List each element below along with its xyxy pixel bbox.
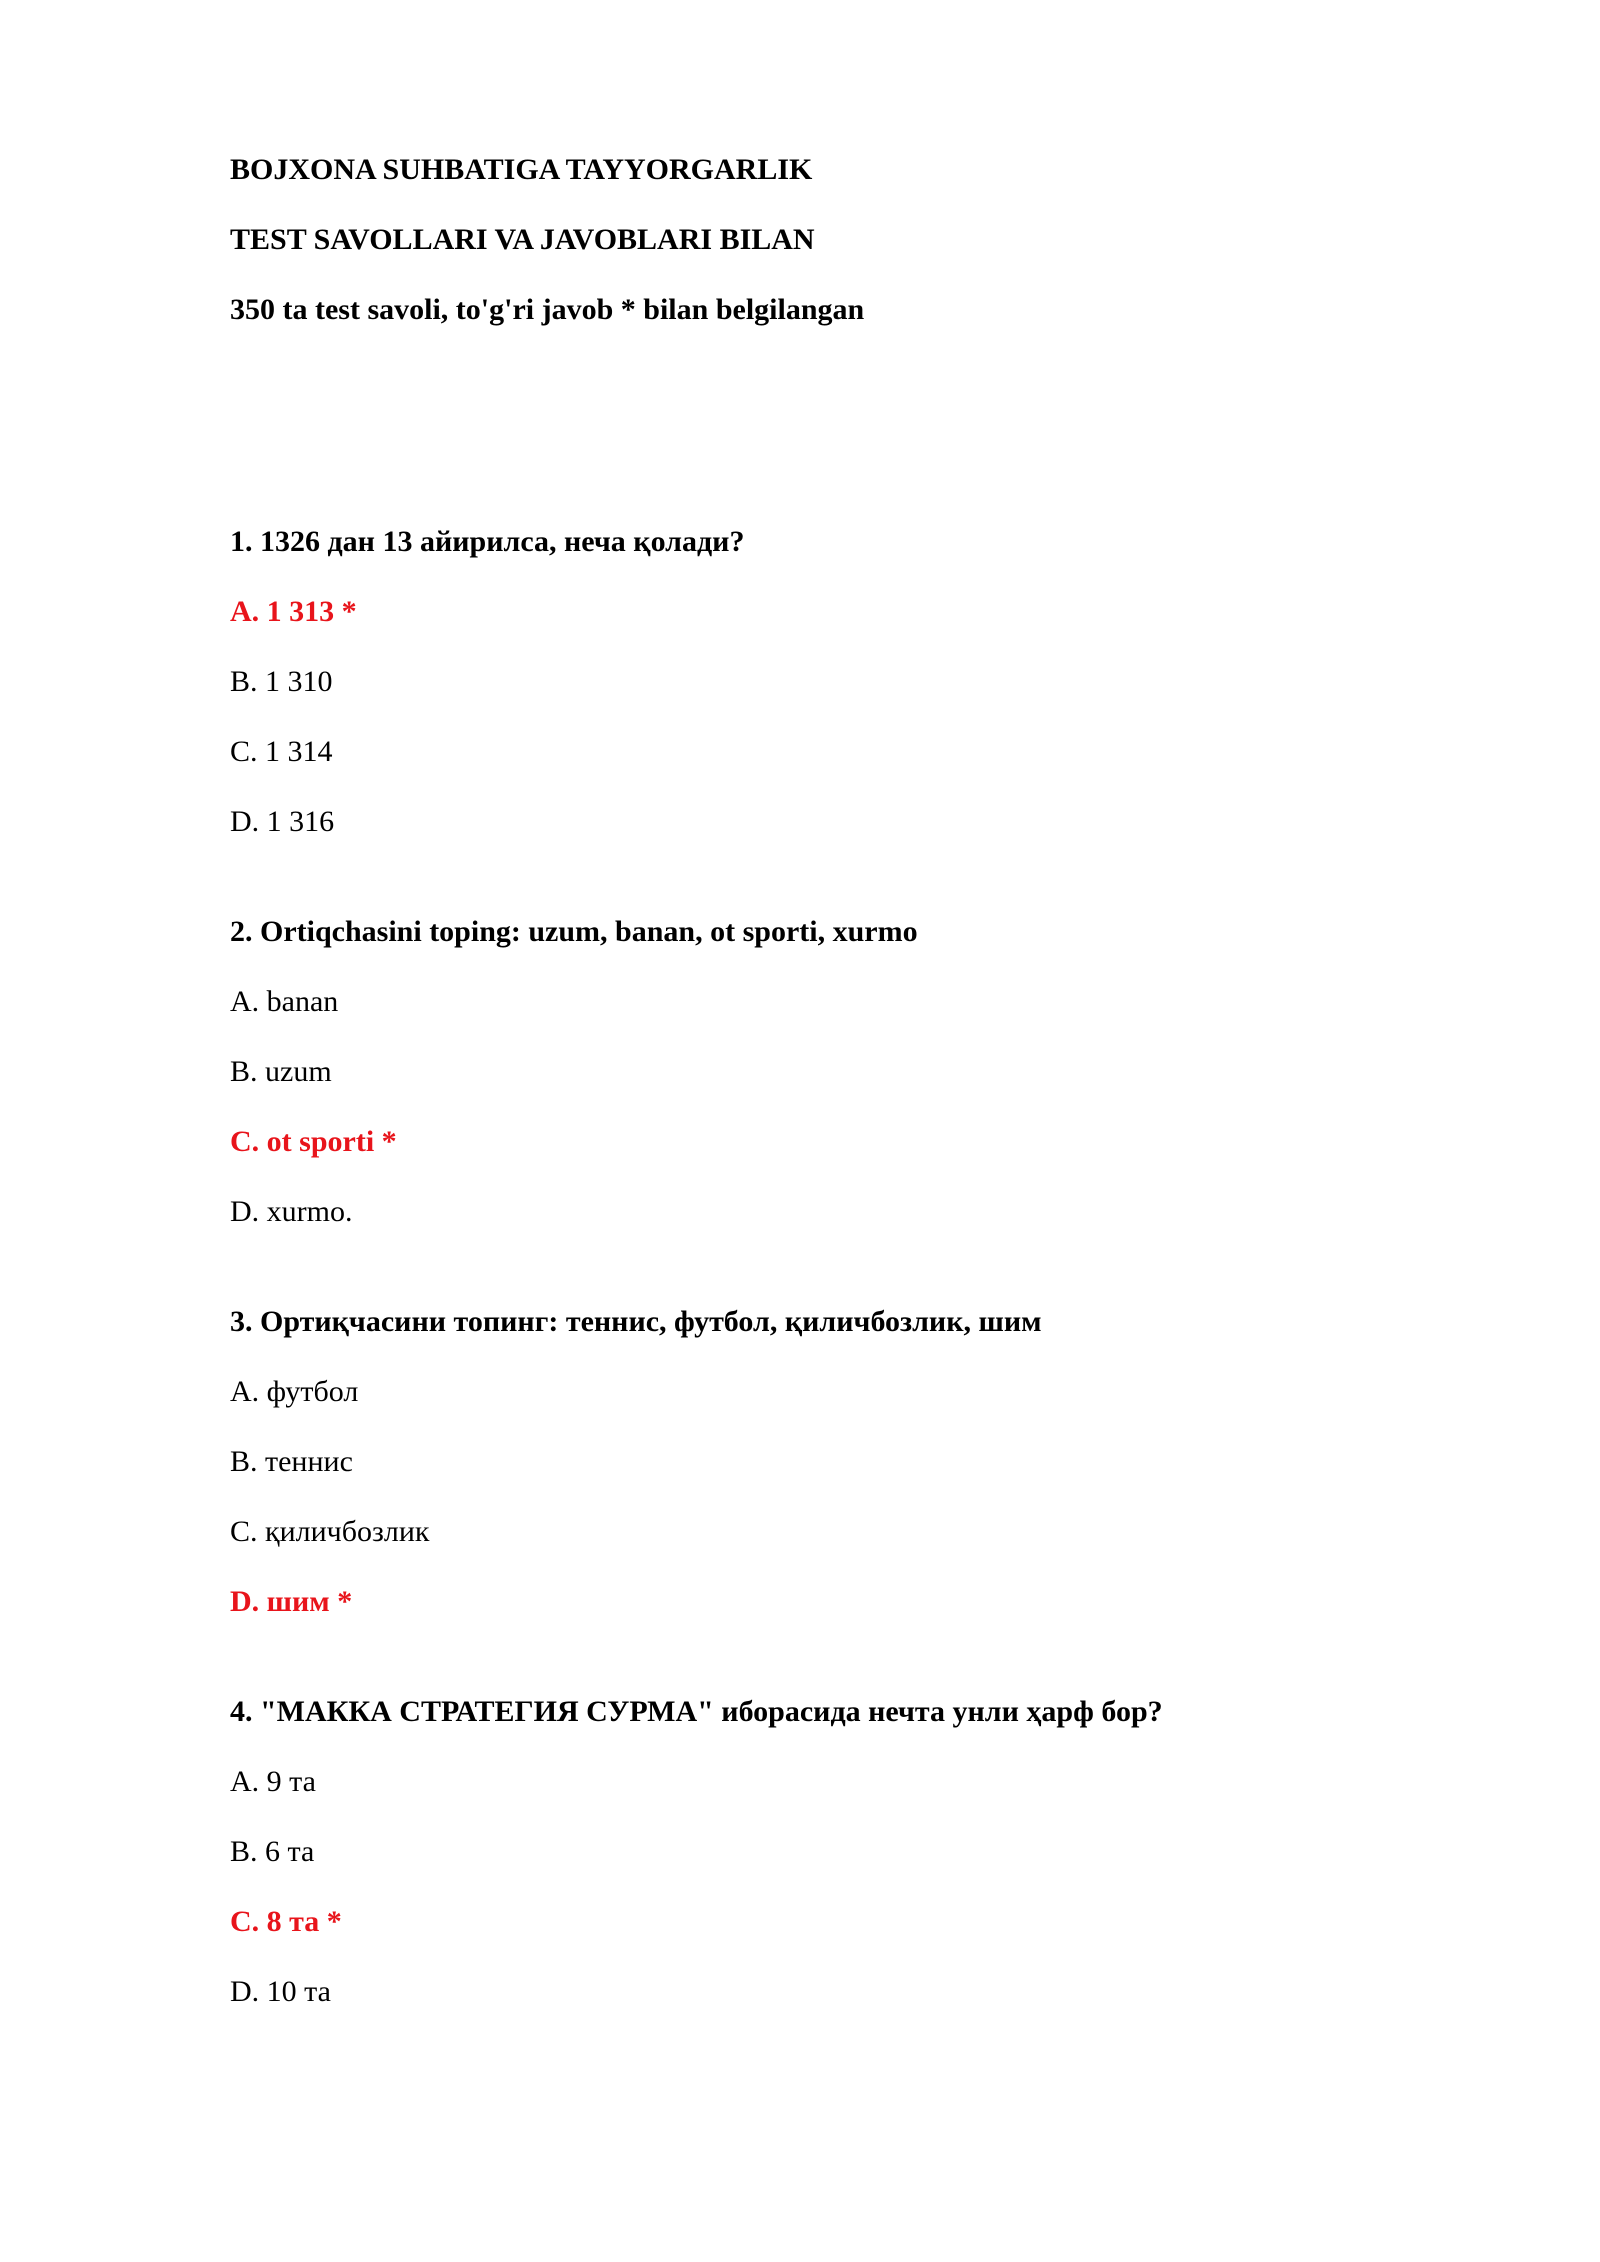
- header-spacer: [230, 360, 1470, 522]
- document-title: BOJXONA SUHBATIGA TAYYORGARLIK: [230, 153, 813, 186]
- answer-option-b: B. 1 310: [230, 665, 333, 698]
- document-content: [230, 150, 1470, 2082]
- question-4: [230, 1692, 1470, 2012]
- answer-option-b: B. 6 та: [230, 1835, 315, 1868]
- document-subtitle: TEST SAVOLLARI VA JAVOBLARI BILAN: [230, 223, 815, 256]
- question-text: 2. Ortiqchasini toping: uzum, banan, ot sporti, xurmo: [230, 915, 918, 948]
- answer-option-d: D. 10 та: [230, 1975, 331, 2008]
- question-text: 4. "МАККА СТРАТЕГИЯ СУРМА" иборасида нечта унли ҳарф бор?: [230, 1695, 1163, 1728]
- answer-option-c: C. ot sporti *: [230, 1125, 397, 1158]
- question-1: [230, 522, 1470, 842]
- question-2: [230, 912, 1470, 1232]
- answer-option-a: A. 9 та: [230, 1765, 316, 1798]
- answer-option-a: A. 1 313 *: [230, 595, 357, 628]
- answer-option-b: B. uzum: [230, 1055, 332, 1088]
- document-note: 350 ta test savoli, to'g'ri javob * bilan belgilangan: [230, 293, 865, 326]
- answer-option-d: D. 1 316: [230, 805, 335, 838]
- answer-option-c: C. қиличбозлик: [230, 1515, 430, 1548]
- question-3: [230, 1302, 1470, 1622]
- answer-option-a: A. banan: [230, 985, 339, 1018]
- answer-option-b: B. теннис: [230, 1445, 353, 1478]
- question-text: 1. 1326 дан 13 айирилса, неча қолади?: [230, 525, 745, 558]
- answer-option-c: C. 1 314: [230, 735, 333, 768]
- answer-option-c: C. 8 та *: [230, 1905, 342, 1938]
- answer-option-d: D. шим *: [230, 1585, 353, 1618]
- answer-option-d: D. xurmo.: [230, 1195, 353, 1228]
- question-text: 3. Ортиқчасини топинг: теннис, футбол, қиличбозлик, шим: [230, 1305, 1042, 1338]
- answer-option-a: A. футбол: [230, 1375, 359, 1408]
